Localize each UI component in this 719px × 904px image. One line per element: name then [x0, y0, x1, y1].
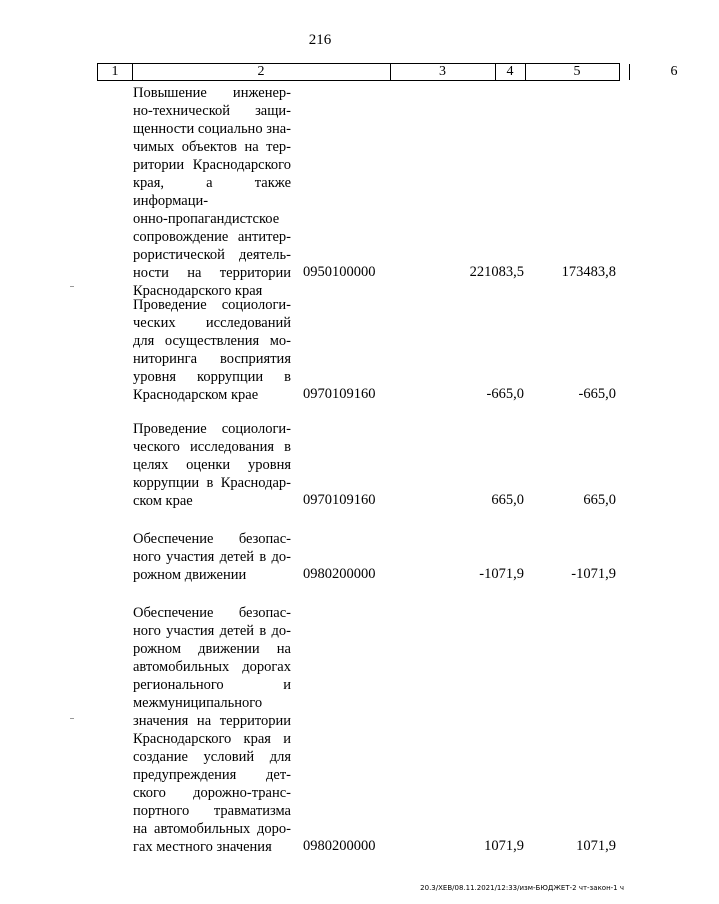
row-value-col5: -1071,9 [479, 566, 524, 582]
description-line: Обеспечение безопас- [133, 605, 291, 621]
header-col-1: 1 [98, 64, 133, 80]
description-line: Краснодарского края [133, 283, 263, 299]
row-description [133, 296, 291, 404]
description-line: уровня коррупции в [133, 369, 291, 385]
header-col-3: 3 [390, 64, 496, 80]
row-value-col5: 221083,5 [469, 264, 524, 280]
row-value-col5: 1071,9 [484, 838, 524, 854]
description-line: гах местного значения [133, 839, 272, 855]
header-col-2: 2 [132, 64, 391, 80]
header-col-4: 4 [495, 64, 526, 80]
page-number: 216 [308, 32, 332, 48]
description-line: Проведение социологи- [133, 297, 291, 313]
description-line: ного участия детей в до- [133, 549, 291, 565]
description-line: ниторинга восприятия [133, 351, 291, 367]
table-header [97, 63, 678, 81]
row-value-col6: 173483,8 [561, 264, 616, 280]
row-value-col6: -665,0 [578, 386, 616, 402]
description-line: рожном движении на [133, 641, 291, 657]
description-line: Краснодарского края и [133, 731, 291, 747]
description-line: рористической деятель- [133, 247, 291, 263]
description-line: ского дорожно-транс- [133, 785, 291, 801]
description-line: Обеспечение безопас- [133, 531, 291, 547]
description-line: сопровождение антитер- [133, 229, 291, 245]
row-code: 0970109160 [303, 492, 376, 508]
description-line: значения на территории [133, 713, 291, 729]
row-description [133, 420, 291, 510]
description-line: ском крае [133, 493, 193, 509]
description-line: портного травматизма [133, 803, 291, 819]
description-line: онно-пропагандистское [133, 211, 280, 227]
row-code: 0970109160 [303, 386, 376, 402]
description-line: Повышение инженер- [133, 85, 291, 101]
description-line: ности на территории [133, 265, 291, 281]
description-line: рожном движении [133, 567, 247, 583]
description-line: щенности социально зна- [133, 121, 291, 137]
row-value-col6: -1071,9 [571, 566, 616, 582]
header-col-6: 6 [670, 64, 678, 79]
description-line: ритории Краснодарского [133, 157, 291, 173]
row-value-col6: 665,0 [583, 492, 616, 508]
description-line: создание условий для [133, 749, 291, 765]
row-code: 0950100000 [303, 264, 376, 280]
description-line: но-технической защи- [133, 103, 291, 119]
description-line: края, а также информаци- [133, 175, 291, 209]
description-line: коррупции в Краснодар- [133, 475, 291, 491]
row-description [133, 604, 291, 856]
description-line: на автомобильных доро- [133, 821, 291, 837]
footer-stamp: 20.3/ХЕВ/08.11.2021/12:33/изм-БЮДЖЕТ-2 чт-закон-1 ч [420, 884, 624, 892]
description-line: Проведение социологи- [133, 421, 291, 437]
description-line: регионального и [133, 677, 291, 693]
description-line: ческих исследований [133, 315, 291, 331]
row-code: 0980200000 [303, 566, 376, 582]
row-value-col5: -665,0 [486, 386, 524, 402]
header-col-5: 5 [525, 64, 630, 80]
description-line: ческого исследования в [133, 439, 291, 455]
row-description [133, 530, 291, 584]
description-line: для осуществления мо- [133, 333, 291, 349]
margin-mark [70, 718, 74, 719]
row-description [133, 84, 291, 300]
description-line: предупреждения дет- [133, 767, 291, 783]
description-line: чимых объектов на тер- [133, 139, 291, 155]
row-value-col5: 665,0 [491, 492, 524, 508]
description-line: целях оценки уровня [133, 457, 291, 473]
description-line: автомобильных дорогах [133, 659, 291, 675]
margin-mark [70, 286, 74, 287]
description-line: ного участия детей в до- [133, 623, 291, 639]
row-code: 0980200000 [303, 838, 376, 854]
description-line: Краснодарском крае [133, 387, 259, 403]
description-line: межмуниципального [133, 695, 263, 711]
row-value-col6: 1071,9 [576, 838, 616, 854]
